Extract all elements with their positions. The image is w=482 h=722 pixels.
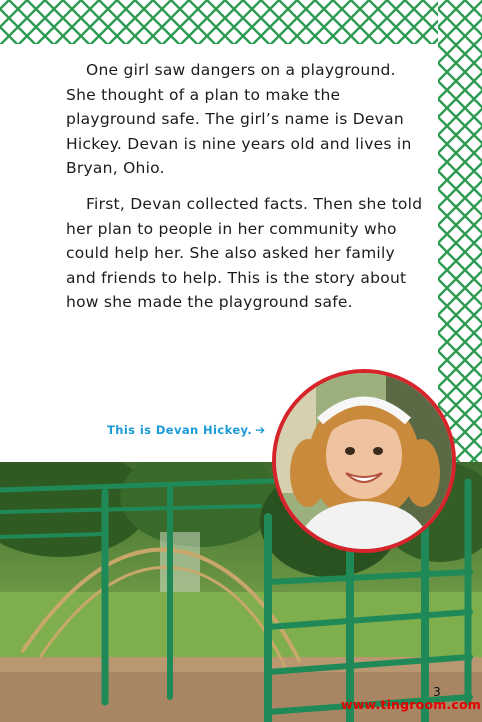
girl-portrait	[272, 369, 456, 553]
fence-border-right	[438, 0, 482, 470]
right-arrow-icon: ➔	[255, 423, 266, 437]
story-text	[66, 58, 426, 326]
paragraph-2: First, Devan collected facts. Then she told her plan to people in her community who could help her. She also asked her family and friends to help. This is the story about how she made the playground safe.	[66, 194, 423, 312]
fence-border-top	[0, 0, 482, 44]
page-number: 3	[433, 685, 441, 699]
photo-caption	[107, 423, 266, 437]
paragraph-1: One girl saw dangers on a playground. She thought of a plan to make the playground safe. The girl’s name is Devan Hickey. Devan is nine years old and lives in Bryan, Ohio.	[66, 61, 412, 178]
caption-text: This is Devan Hickey.	[107, 423, 253, 437]
watermark: www.tingroom.com	[341, 697, 482, 712]
